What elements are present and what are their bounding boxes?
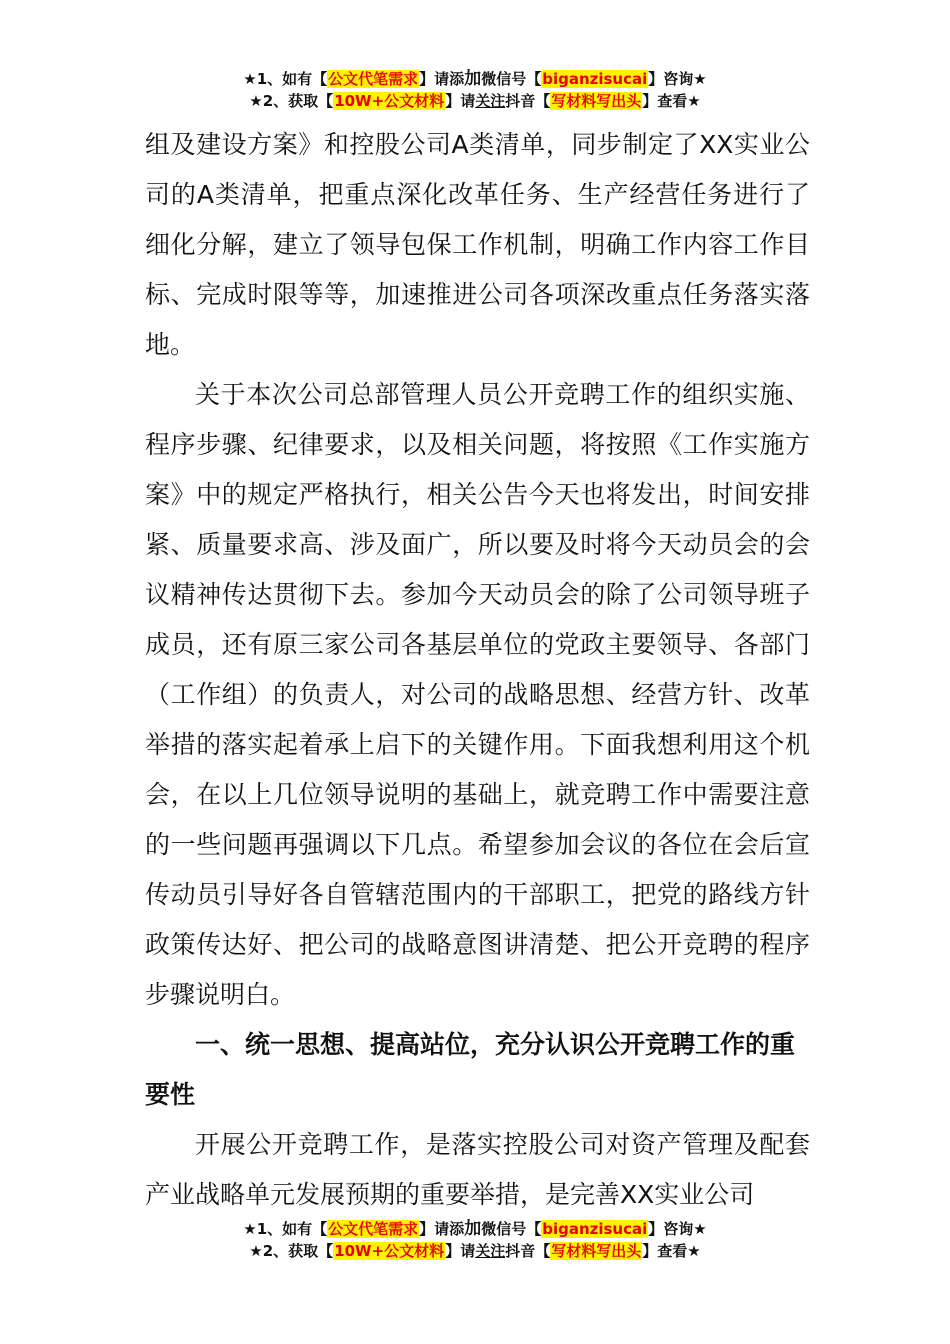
banner-text: 】请 [445,92,476,110]
highlight-materials: 10W+公文材料 [334,92,445,110]
banner-text: 】请添 [419,70,465,88]
banner-line-2 [0,90,950,112]
banner-line-1 [0,68,950,90]
highlight-douyin-account: 写材料写出头 [551,92,642,110]
banner-text: 】咨询★ [648,1220,707,1238]
banner-text: ★2、获取【 [249,92,334,110]
banner-text: 】查看★ [642,92,701,110]
banner-text: 】请添 [419,1220,465,1238]
document-body [145,120,810,1220]
highlight-wechat-id: biganzisucai [542,70,648,88]
banner-text: ★1、如有【 [243,70,328,88]
banner-text: 抖音【 [505,1242,551,1260]
highlight-service: 公文代笔需求 [328,1220,419,1238]
banner-emphasis: 加 [464,1219,482,1239]
banner-text: 微信号【 [481,70,542,88]
banner-text: 】查看★ [642,1242,701,1260]
highlight-materials: 10W+公文材料 [334,1242,445,1260]
highlight-douyin-account: 写材料写出头 [551,1242,642,1260]
footer-banner [0,1218,950,1262]
banner-text: 抖音【 [505,92,551,110]
highlight-wechat-id: biganzisucai [542,1220,648,1238]
banner-text: ★2、获取【 [249,1242,334,1260]
section-heading-1: 一、统一思想、提高站位，充分认识公开竞聘工作的重要性 [145,1030,796,1109]
banner-text: 】咨询★ [648,70,707,88]
banner-emphasis: 关注 [475,1242,506,1260]
banner-text: 微信号【 [481,1220,542,1238]
banner-line-1 [0,1218,950,1240]
banner-emphasis: 关注 [475,92,506,110]
paragraph-1: 组及建设方案》和控股公司A类清单，同步制定了XX实业公司的A类清单，把重点深化改革任务、生产经营任务进行了细化分解，建立了领导包保工作机制，明确工作内容工作目标、完成时限等等，加速推进公司各项深改重点任务落实落地。 [145,130,810,359]
header-banner [0,68,950,112]
paragraph-2: 关于本次公司总部管理人员公开竞聘工作的组织实施、程序步骤、纪律要求，以及相关问题，将按照《工作实施方案》中的规定严格执行，相关公告今天也将发出，时间安排紧、质量要求高、涉及面广，所以要及时将今天动员会的会议精神传达贯彻下去。参加今天动员会的除了公司领导班子成员，还有原三家公司各基层单位的党政主要领导、各部门（工作组）的负责人，对公司的战略思想、经营方针、改革举措的落实起着承上启下的关键作用。下面我想利用这个机会，在以上几位领导说明的基础上，就竞聘工作中需要注意的一些问题再强调以下几点。希望参加会议的各位在会后宣传动员引导好各自管辖范围内的干部职工，把党的路线方针政策传达好、把公司的战略意图讲清楚、把公开竞聘的程序步骤说明白。 [145,380,810,1009]
banner-line-2 [0,1240,950,1262]
paragraph-3: 开展公开竞聘工作，是落实控股公司对资产管理及配套产业战略单元发展预期的重要举措，是完善XX实业公司 [145,1130,810,1209]
highlight-service: 公文代笔需求 [328,70,419,88]
banner-text: 】请 [445,1242,476,1260]
banner-text: ★1、如有【 [243,1220,328,1238]
banner-emphasis: 加 [464,69,482,89]
